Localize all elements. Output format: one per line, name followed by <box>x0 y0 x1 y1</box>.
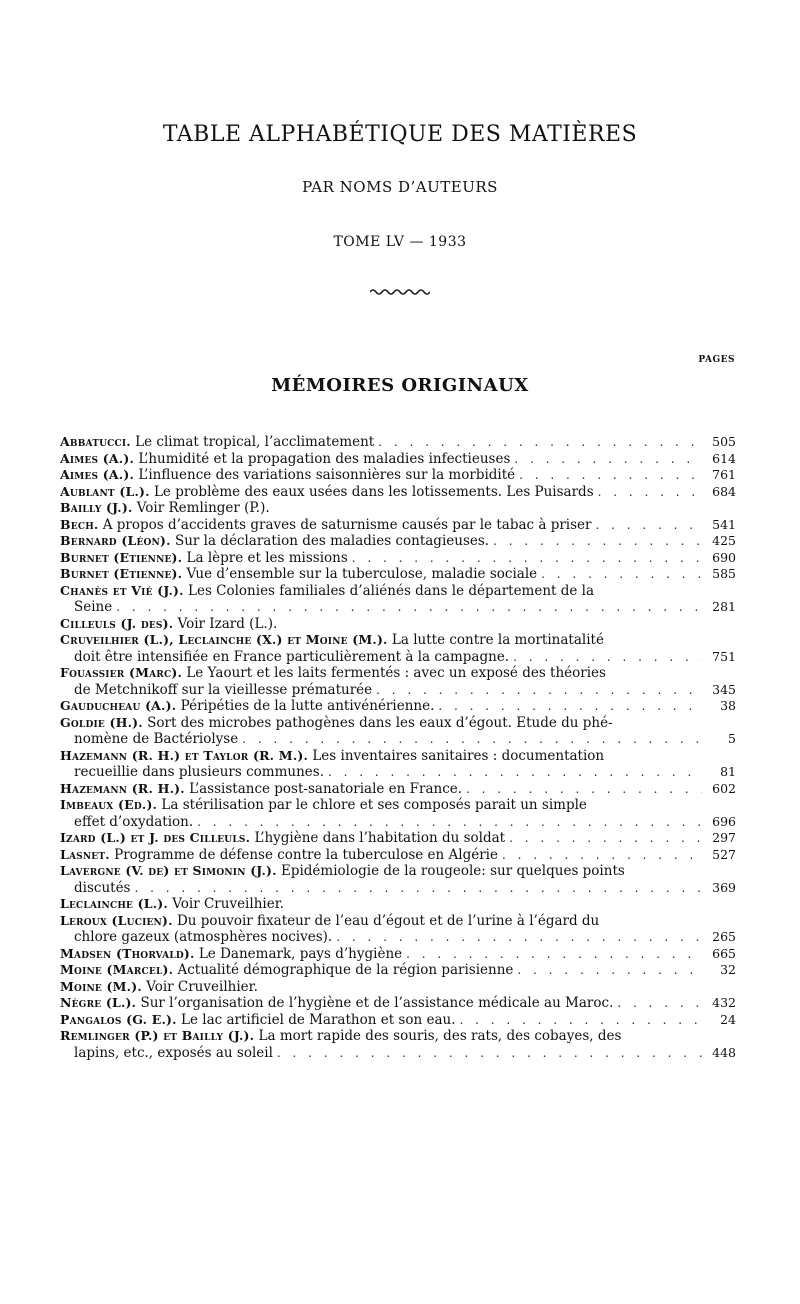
dot-leader <box>438 698 702 715</box>
entry-author: Abbatucci. <box>60 434 131 449</box>
entry-title: L’humidité et la propagation des maladies infectieuses <box>138 450 511 467</box>
entry-page-number: 684 <box>712 483 736 499</box>
entry-page-number: 761 <box>712 467 736 482</box>
list-item <box>60 979 736 996</box>
entry-line <box>60 566 736 583</box>
entry-line <box>60 665 736 682</box>
entry-line <box>60 946 736 963</box>
entry-author: Chanès et Vié (J.). <box>60 582 184 598</box>
list-item <box>60 847 736 864</box>
entry-page-number: 345 <box>712 681 736 697</box>
entry-author: Goldie (H.). <box>60 714 143 730</box>
entry-title: Programme de défense contre la tuberculose en Algérie <box>114 846 498 863</box>
list-item <box>60 896 736 913</box>
dot-leader <box>509 830 702 847</box>
entry-title: La lutte contre la mortinatalité <box>391 632 604 648</box>
entry-page-number: 38 <box>720 698 736 713</box>
entry-page-number: 665 <box>712 945 736 961</box>
entry-title: nomène de Bactériolyse <box>74 731 239 747</box>
entry-line <box>60 830 736 847</box>
entry-page-number: 32 <box>720 962 736 977</box>
entry-line <box>60 698 736 715</box>
entry-author: Moine (Marcel). <box>60 962 174 977</box>
entry-page-number: 602 <box>712 780 736 796</box>
entry-title: Péripéties de la lutte antivénérienne. <box>180 698 435 714</box>
list-item <box>60 550 736 567</box>
entry-page-number: 24 <box>720 1011 736 1027</box>
entry-title: Sur la déclaration des maladies contagieuses. <box>174 533 490 549</box>
entry-author: Bernard (Léon). <box>60 533 171 548</box>
list-item <box>60 913 736 946</box>
entry-title: Voir Cruveilhier. <box>172 896 284 912</box>
entry-author: Madsen (Thorvald). <box>60 945 195 961</box>
entry-title: discutés <box>74 879 131 896</box>
entry-author: Bailly (J.). <box>60 500 133 515</box>
entry-page-number: 527 <box>712 846 736 862</box>
list-item <box>60 830 736 847</box>
entry-title: Le problème des eaux usées dans les lotissements. Les Puisards <box>153 483 594 500</box>
pages-column-label: PAGES <box>698 355 735 365</box>
list-item <box>60 434 736 451</box>
list-item <box>60 583 736 616</box>
entry-line <box>60 962 736 979</box>
entry-line <box>60 682 736 699</box>
dot-leader <box>378 434 702 451</box>
entry-title: Le climat tropical, l’acclimatement <box>135 434 375 450</box>
entry-page-number: 425 <box>712 533 736 548</box>
entry-title: Sur l’organisation de l’hygiène et de l’assistance médicale au Maroc. <box>140 995 614 1011</box>
entry-title: Le Yaourt et les laits fermentés : avec un exposé des théories <box>186 665 606 681</box>
list-item <box>60 467 736 484</box>
entry-author: Izard (L.) et J. des Cilleuls. <box>60 830 251 845</box>
entry-author: Hazemann (R. H.) et Taylor (R. M.). <box>60 747 309 763</box>
entry-author: Hazemann (R. H.). <box>60 780 185 796</box>
entry-page-number: 696 <box>712 813 736 829</box>
entry-author: Burnet (Etienne). <box>60 566 183 581</box>
list-item <box>60 797 736 830</box>
entry-author: Imbeaux (Ed.). <box>60 797 158 812</box>
list-item <box>60 665 736 698</box>
entry-author: Burnet (Etienne). <box>60 549 183 565</box>
list-item <box>60 995 736 1012</box>
dot-leader <box>135 880 703 897</box>
entry-page-number: 585 <box>712 566 736 581</box>
entry-line <box>60 797 736 814</box>
entry-title: doit être intensifiée en France particulièrement à la campagne. <box>74 648 510 665</box>
list-item <box>60 946 736 963</box>
entry-line <box>60 517 736 534</box>
entry-author: Aimes (A.). <box>60 467 135 482</box>
entry-page-number: 5 <box>728 731 736 746</box>
entry-title: Les Colonies familiales d’aliénés dans le département de la <box>187 582 595 599</box>
entry-line <box>60 847 736 864</box>
entry-author: Aimes (A.). <box>60 450 135 466</box>
dot-leader <box>336 929 702 946</box>
entry-page-number: 369 <box>712 879 736 895</box>
entry-line <box>60 929 736 946</box>
entry-line <box>60 880 736 897</box>
entry-author: Cilleuls (J. des). <box>60 615 174 631</box>
entry-line <box>60 599 736 616</box>
dot-leader <box>541 566 702 583</box>
entry-title: Du pouvoir fixateur de l’eau d’égout et de l’urine à l’égard du <box>176 912 600 929</box>
entry-page-number: 690 <box>712 549 736 565</box>
entry-line <box>60 913 736 930</box>
entry-author: Lasnet. <box>60 846 110 862</box>
dot-leader <box>406 946 702 963</box>
entry-line <box>60 814 736 831</box>
entry-title: Voir Izard (L.). <box>177 615 278 632</box>
document-title: TABLE ALPHABÉTIQUE DES MATIÈRES <box>162 122 638 147</box>
dot-leader <box>598 484 702 501</box>
ornament-divider <box>370 284 430 298</box>
tome-label: TOME LV — 1933 <box>333 234 467 250</box>
entry-title: A propos d’accidents graves de saturnisme causés par le tabac à priser <box>102 516 592 533</box>
entry-line <box>60 451 736 468</box>
list-item <box>60 715 736 748</box>
entry-page-number: 81 <box>720 764 736 779</box>
entry-line <box>60 484 736 501</box>
entry-line <box>60 550 736 567</box>
dot-leader <box>466 781 702 798</box>
list-item <box>60 484 736 501</box>
entry-author: Pangalos (G. E.). <box>60 1011 177 1027</box>
entry-author: Leroux (Lucien). <box>60 912 173 928</box>
entry-line <box>60 1028 736 1045</box>
entry-author: Gauducheau (A.). <box>60 698 177 713</box>
entry-title: Seine <box>74 599 113 615</box>
dot-leader <box>197 814 702 831</box>
entry-line <box>60 1045 736 1062</box>
entry-line <box>60 863 736 880</box>
entry-page-number: 751 <box>712 648 736 664</box>
entry-line <box>60 896 736 913</box>
dot-leader <box>595 517 702 534</box>
dot-leader <box>277 1045 702 1062</box>
entry-page-number: 614 <box>712 450 736 466</box>
list-item <box>60 1028 736 1061</box>
entry-title: Vue d’ensemble sur la tuberculose, maladie sociale <box>186 566 538 582</box>
entry-title: Le lac artificiel de Marathon et son eau. <box>181 1011 456 1028</box>
list-item <box>60 451 736 468</box>
entry-title: La mort rapide des souris, des rats, des cobayes, des <box>258 1028 622 1044</box>
entry-author: Fouassier (Marc). <box>60 665 183 680</box>
entry-title: recueillie dans plusieurs communes. <box>74 764 324 780</box>
document-subtitle: PAR NOMS D’AUTEURS <box>302 178 498 196</box>
entry-author: Bech. <box>60 516 99 532</box>
list-item <box>60 632 736 665</box>
entry-title: de Metchnikoff sur la vieillesse prématurée <box>74 681 373 698</box>
entry-title: L’assistance post-sanatoriale en France. <box>189 780 463 797</box>
list-item <box>60 863 736 896</box>
entry-page-number: 505 <box>712 434 736 449</box>
entry-line <box>60 748 736 765</box>
entry-title: chlore gazeux (atmosphères nocives). <box>74 929 333 945</box>
entry-line <box>60 995 736 1012</box>
entry-title: Les inventaires sanitaires : documentation <box>312 747 605 764</box>
list-item <box>60 500 736 517</box>
dot-leader <box>617 995 702 1012</box>
dot-leader <box>116 599 702 616</box>
section-heading: MÉMOIRES ORIGINAUX <box>271 375 529 396</box>
entry-line <box>60 1012 736 1029</box>
list-item <box>60 1012 736 1029</box>
entry-title: La stérilisation par le chlore et ses composés parait un simple <box>161 797 587 813</box>
entry-line <box>60 781 736 798</box>
entry-author: Moine (M.). <box>60 978 142 994</box>
entry-title: Voir Cruveilhier. <box>146 978 258 995</box>
dot-leader <box>352 550 702 567</box>
entry-page-number: 265 <box>712 929 736 944</box>
dot-leader <box>514 451 702 468</box>
entry-title: Le Danemark, pays d’hygiène <box>198 945 403 962</box>
list-item <box>60 533 736 550</box>
entry-line <box>60 979 736 996</box>
dot-leader <box>376 682 702 699</box>
entry-title: La lèpre et les missions <box>186 549 348 566</box>
entry-title: Sort des microbes pathogènes dans les eaux d’égout. Etude du phé- <box>147 714 613 731</box>
entry-author: Lavergne (V. de) et Simonin (J.). <box>60 863 277 878</box>
dot-leader <box>493 533 702 550</box>
entry-page-number: 297 <box>712 830 736 845</box>
entry-line <box>60 583 736 600</box>
entry-page-number: 541 <box>712 516 736 532</box>
entry-page-number: 432 <box>712 995 736 1010</box>
list-item <box>60 616 736 633</box>
entry-title: lapins, etc., exposés au soleil <box>74 1044 273 1061</box>
entry-line <box>60 649 736 666</box>
list-item <box>60 748 736 781</box>
entry-line <box>60 632 736 649</box>
dot-leader <box>517 962 702 979</box>
entry-title: L’hygiène dans l’habitation du soldat <box>254 830 506 846</box>
entry-line <box>60 764 736 781</box>
dot-leader <box>242 731 702 748</box>
entry-line <box>60 616 736 633</box>
entry-author: Remlinger (P.) et Bailly (J.). <box>60 1028 255 1043</box>
entry-page-number: 281 <box>712 599 736 614</box>
entry-line <box>60 715 736 732</box>
list-item <box>60 962 736 979</box>
entries-list <box>60 434 736 1061</box>
dot-leader <box>502 847 702 864</box>
dot-leader <box>513 649 702 666</box>
list-item <box>60 517 736 534</box>
dot-leader <box>328 764 702 781</box>
entry-author: Leclainche (L.). <box>60 896 168 911</box>
entry-line <box>60 467 736 484</box>
list-item <box>60 781 736 798</box>
entry-title: Voir Remlinger (P.). <box>136 500 270 516</box>
dot-leader <box>519 467 702 484</box>
list-item <box>60 566 736 583</box>
entry-title: Actualité démographique de la région parisienne <box>177 962 514 978</box>
list-item <box>60 698 736 715</box>
entry-author: Nègre (L.). <box>60 995 137 1010</box>
entry-author: Aublant (L.). <box>60 483 150 499</box>
entry-title: effet d’oxydation. <box>74 813 194 830</box>
entry-title: Epidémiologie de la rougeole: sur quelques points <box>280 863 625 879</box>
dot-leader <box>460 1012 703 1029</box>
entry-line <box>60 533 736 550</box>
entry-page-number: 448 <box>712 1044 736 1060</box>
entry-line <box>60 434 736 451</box>
entry-line <box>60 500 736 517</box>
entry-title: L’influence des variations saisonnières sur la morbidité <box>138 467 516 483</box>
entry-line <box>60 731 736 748</box>
entry-author: Cruveilhier (L.), Leclainche (X.) et Moine (M.). <box>60 632 388 647</box>
